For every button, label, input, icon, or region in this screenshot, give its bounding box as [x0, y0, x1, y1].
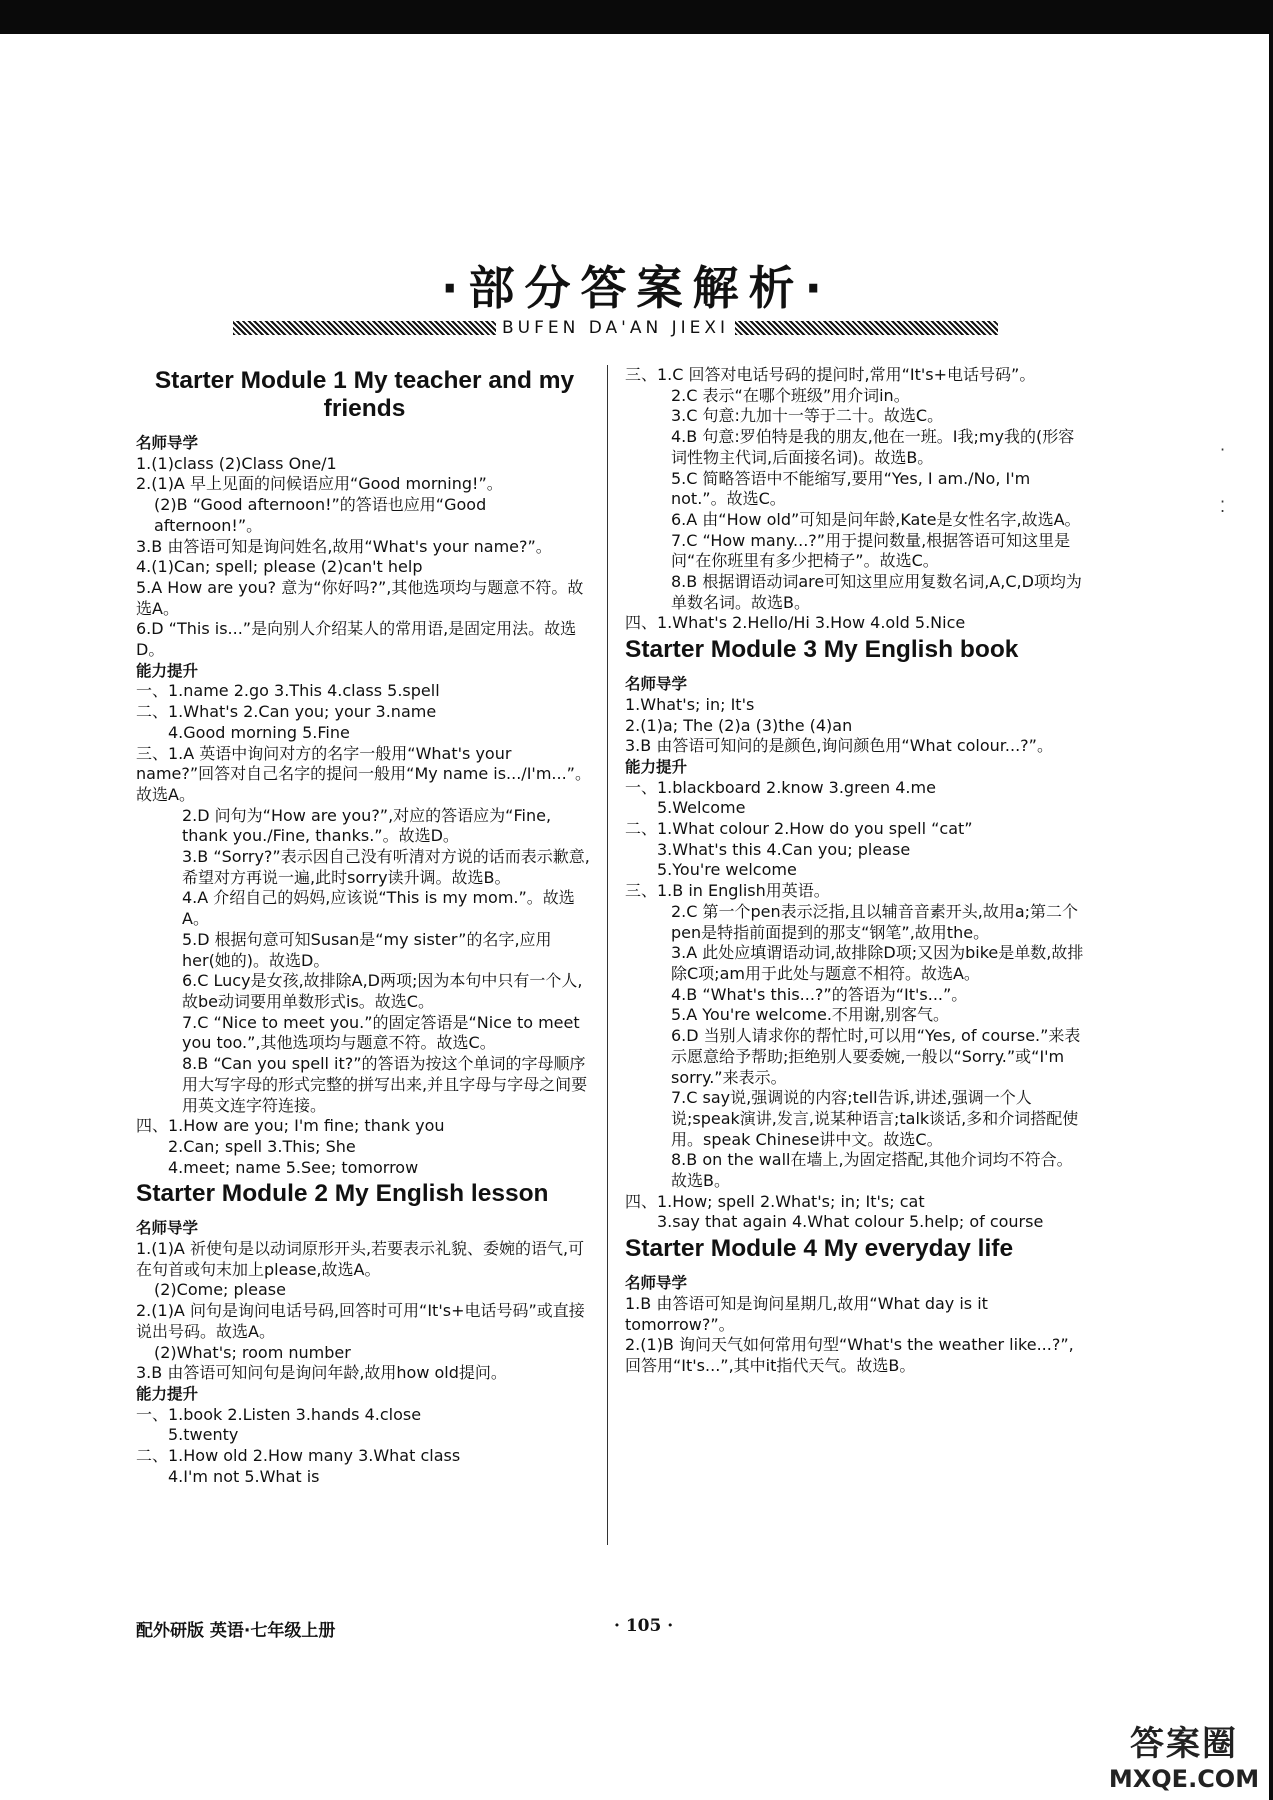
answer-item: 4.Good morning 5.Fine	[168, 722, 350, 742]
answer-item: 一、1.book 2.Listen 3.hands 4.close	[136, 1404, 422, 1424]
answer-item: 1.What's; in; It's	[625, 694, 755, 714]
answer-item: 三、1.C 回答对电话号码的提问时,常用“It's+电话号码”。	[625, 365, 1036, 384]
answer-item: 3.What's this 4.Can you; please	[657, 839, 911, 859]
answer-item: 二、1.How old 2.How many 3.What class	[136, 1446, 461, 1466]
watermark-logo	[1104, 1716, 1264, 1793]
answer-item: 四、1.How; spell 2.What's; in; It's; cat	[625, 1191, 925, 1211]
answer-item: 5.A You're welcome.不用谢,别客气。	[671, 1005, 949, 1025]
answer-item: 6.A 由“How old”可知是问年龄,Kate是女性名字,故选A。	[671, 509, 1081, 529]
answer-item: 3.B 由答语可知问的是颜色,询问颜色用“What colour...?”。	[625, 736, 1053, 756]
answer-item: 7.C “Nice to meet you.”的固定答语是“Nice to meet you too.”,其他选项均与题意不符。故选C。	[182, 1012, 580, 1053]
answer-item: 2.D 问句为“How are you?”,对应的答语应为“Fine, thank you./Fine, thanks.”。故选D。	[182, 805, 552, 846]
answer-item: 3.C 句意:九加十一等于二十。故选C。	[671, 406, 944, 426]
answer-item: 8.B 根据谓语动词are可知这里应用复数名词,A,C,D项均为单数名词。故选B。	[671, 572, 1082, 612]
answer-item: 7.C “How many...?”用于提问数量,根据答语可知这里是问“在你班里有多少把椅子”。故选C。	[671, 530, 1071, 571]
answer-item: 5.D 根据句意可知Susan是“my sister”的名字,应用her(她的)。故选D。	[182, 929, 552, 970]
module-heading: Starter Module 2 My English lesson	[136, 1180, 549, 1208]
answer-item: 6.D “This is...”是向别人介绍某人的常用语,是固定用法。故选D。	[136, 619, 577, 660]
answer-item: 二、1.What colour 2.How do you spell “cat”	[625, 819, 973, 839]
column-divider	[607, 365, 608, 1545]
answer-item: 6.D 当别人请求你的帮忙时,可以用“Yes, of course.”来表示愿意给予帮助;拒绝别人要委婉,一般以“Sorry.”或“I'm sorry.”来表示。	[671, 1026, 1081, 1087]
answer-item: 4.A 介绍自己的妈妈,应该说“This is my mom.”。故选A。	[182, 888, 575, 929]
answer-item: 4.I'm not 5.What is	[168, 1466, 320, 1486]
answer-item: 1.(1)A 祈使句是以动词原形开头,若要表示礼貌、委婉的语气,可在句首或句末加上please,故选A。	[136, 1239, 585, 1279]
answer-item: 3.B 由答语可知是询问姓名,故用“What's your name?”。	[136, 536, 552, 556]
answer-item: 4.B “What's this...?”的答语为“It's...”。	[671, 984, 968, 1004]
answer-item: 三、1.B in English用英语。	[625, 881, 830, 901]
answer-item: 8.B “Can you spell it?”的答语为按这个单词的字母顺序用大写字母的形式完整的拼写出来,并且字母与字母之间要用英文连字符连接。	[182, 1054, 588, 1115]
section-label: 能力提升	[136, 661, 199, 680]
hatch-decoration-left	[233, 321, 496, 335]
answer-item: 四、1.How are you; I'm fine; thank you	[136, 1116, 445, 1136]
section-label: 能力提升	[136, 1384, 199, 1403]
section-label: 名师导学	[136, 434, 199, 452]
answer-item: 二、1.What's 2.Can you; your 3.name	[136, 702, 437, 722]
answer-item: 4.B 句意:罗伯特是我的朋友,他在一班。I我;my我的(形容词性物主代词,后面接名词)。故选B。	[671, 427, 1075, 467]
answer-item: 4.(1)Can; spell; please (2)can't help	[136, 557, 423, 577]
answer-item: 2.(1)a; The (2)a (3)the (4)an	[625, 715, 853, 735]
answer-item: 1.B 由答语可知是询问星期几,故用“What day is it tomorrow?”。	[625, 1293, 988, 1334]
answer-item: 3.B 由答语可知问句是询问年龄,故用how old提问。	[136, 1363, 507, 1383]
hatch-decoration-right	[735, 321, 998, 335]
module-heading: Starter Module 4 My everyday life	[625, 1235, 1014, 1263]
answer-item: 7.C say说,强调说的内容;tell告诉,讲述,强调一个人说;speak演讲,发言,说某种语言;talk谈话,多和介词搭配使用。speak Chinese讲中文。故选C。	[671, 1088, 1079, 1149]
section-label: 名师导学	[625, 675, 688, 694]
answer-item: 一、1.blackboard 2.know 3.green 4.me	[625, 777, 936, 797]
answer-item: 2.(1)B 询问天气如何常用句型“What's the weather like...?”,回答用“It's...”,其中it指代天气。故选B。	[625, 1335, 1074, 1375]
answer-item: 3.say that again 4.What colour 5.help; of course	[657, 1212, 1044, 1232]
answer-item: 5.C 简略答语中不能缩写,要用“Yes, I am./No, I'm not.”。故选C。	[671, 468, 1031, 509]
answer-item: 三、1.A 英语中询问对方的名字一般用“What's your name?”回答对自己名字的提问一般用“My name is.../I'm...”。故选A。	[136, 743, 591, 804]
answer-item: 8.B on the wall在墙上,为固定搭配,其他介词均不符合。故选B。	[671, 1150, 1073, 1191]
answer-item: 1.(1)class (2)Class One/1	[136, 453, 337, 473]
answer-item: (2)B “Good afternoon!”的答语也应用“Good afternoon!”。	[154, 495, 487, 535]
watermark-text: 答案圈	[1130, 1724, 1238, 1764]
answer-item: 3.B “Sorry?”表示因自己没有听清对方说的话而表示歉意,希望对方再说一遍,此时sorry读升调。故选B。	[182, 847, 590, 887]
footer-edition: 配外研版 英语·七年级上册	[136, 1621, 336, 1641]
module-heading: Starter Module 1 My teacher and my friends	[154, 367, 575, 422]
module-heading: Starter Module 3 My English book	[625, 636, 1019, 664]
answer-item: 2.C 表示“在哪个班级”用介词in。	[671, 385, 910, 405]
page-title: ·部分答案解析·	[441, 261, 832, 315]
answer-item: 5.twenty	[168, 1425, 239, 1445]
scan-top-border	[0, 0, 1273, 34]
section-label: 名师导学	[136, 1219, 199, 1238]
answer-item: 四、1.What's 2.Hello/Hi 3.How 4.old 5.Nice	[625, 613, 966, 633]
left-column	[136, 365, 593, 1487]
watermark-url: MXQE.COM	[1108, 1765, 1260, 1793]
answer-item: (2)What's; room number	[154, 1342, 351, 1362]
answer-item: 5.Welcome	[657, 798, 746, 818]
answer-item: 3.A 此处应填谓语动词,故排除D项;又因为bike是单数,故排除C项;am用于此处与题意不相符。故选A。	[671, 943, 1084, 983]
page-number: · 105 ·	[614, 1616, 674, 1636]
answer-item: 2.Can; spell 3.This; She	[168, 1136, 356, 1156]
answer-item: 2.C 第一个pen表示泛指,且以辅音音素开头,故用a;第二个pen是特指前面提到的那支“钢笔”,故用the。	[671, 901, 1079, 942]
right-column	[625, 365, 1087, 1377]
answer-item: (2)Come; please	[154, 1280, 286, 1300]
answer-item: 4.meet; name 5.See; tomorrow	[168, 1157, 419, 1177]
answer-item: 2.(1)A 问句是询问电话号码,回答时可用“It's+电话号码”或直接说出号码。故选A。	[136, 1301, 585, 1341]
scan-marks: · ⁚	[1220, 440, 1226, 516]
answer-item: 6.C Lucy是女孩,故排除A,D两项;因为本句中只有一个人,故be动词要用单数形式is。故选C。	[182, 971, 583, 1011]
section-label: 名师导学	[625, 1274, 688, 1293]
subtitle-banner	[233, 317, 998, 339]
answer-item: 5.A How are you? 意为“你好吗?”,其他选项均与题意不符。故选A。	[136, 577, 584, 618]
answer-item: 一、1.name 2.go 3.This 4.class 5.spell	[136, 681, 440, 701]
answer-item: 5.You're welcome	[657, 860, 797, 880]
answer-item: 2.(1)A 早上见面的问候语应用“Good morning!”。	[136, 474, 503, 494]
subtitle: BUFEN DA'AN JIEXI	[501, 318, 730, 338]
section-label: 能力提升	[625, 757, 688, 776]
